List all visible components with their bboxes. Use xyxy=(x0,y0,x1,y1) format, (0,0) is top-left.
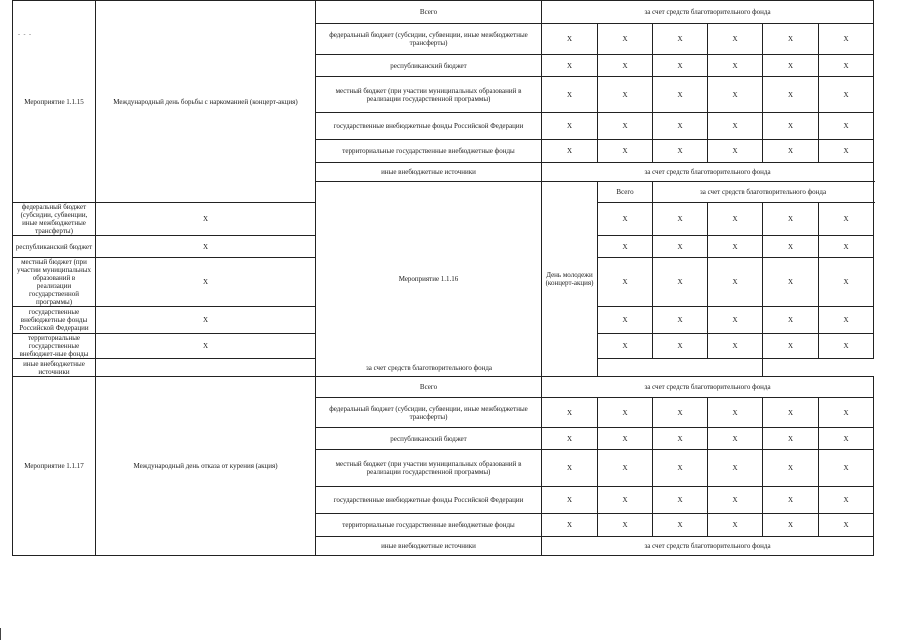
source-local: местный бюджет (при участии муниципальных образований в реализации государственной программы) xyxy=(13,258,96,307)
x-mark: X xyxy=(542,77,598,113)
x-mark: X xyxy=(598,428,653,450)
x-mark: X xyxy=(653,450,708,487)
page-edge-mark xyxy=(0,628,1,640)
x-mark: X xyxy=(542,55,598,77)
x-mark: X xyxy=(598,113,653,140)
x-mark: X xyxy=(653,428,708,450)
source-republic: республиканский бюджет xyxy=(316,428,542,450)
x-mark: X xyxy=(653,113,708,140)
source-federal: федеральный бюджет (субсидии, субвенции, иные межбюджетные трансферты) xyxy=(13,203,96,236)
x-mark: X xyxy=(763,514,819,537)
x-mark: X xyxy=(763,113,819,140)
x-mark: X xyxy=(542,113,598,140)
source-local: местный бюджет (при участии муниципальных образований в реализации государственной программы) xyxy=(316,450,542,487)
x-mark: X xyxy=(708,398,763,428)
x-mark: X xyxy=(819,334,874,359)
x-mark: X xyxy=(96,258,316,307)
x-mark: X xyxy=(598,236,653,258)
source-territorial-funds: территориальные государственные внебюджет-ные фонды xyxy=(13,334,96,359)
x-mark: X xyxy=(819,307,874,334)
charity-note: за счет средств благотворительного фонда xyxy=(542,1,874,24)
x-mark: X xyxy=(763,236,819,258)
source-republic: республиканский бюджет xyxy=(316,55,542,77)
x-mark: X xyxy=(708,258,763,307)
x-mark: X xyxy=(763,334,819,359)
x-mark: X xyxy=(763,77,819,113)
x-mark: X xyxy=(763,55,819,77)
x-mark: X xyxy=(708,450,763,487)
charity-note: за счет средств благотворительного фонда xyxy=(542,163,874,182)
source-federal: федеральный бюджет (субсидии, субвенции, иные межбюджетные трансферты) xyxy=(316,398,542,428)
source-other: иные внебюджетные источники xyxy=(13,359,96,377)
x-mark: X xyxy=(708,55,763,77)
x-mark: X xyxy=(598,203,653,236)
source-state-funds: государственные внебюджетные фонды Российской Федерации xyxy=(13,307,96,334)
x-mark: X xyxy=(598,77,653,113)
x-mark: X xyxy=(763,487,819,514)
x-mark: X xyxy=(653,307,708,334)
x-mark: X xyxy=(598,514,653,537)
event-name-cell: День молодежи (концерт-акция) xyxy=(542,182,598,377)
event-name-cell: Международный день отказа от курения (акция) xyxy=(96,377,316,556)
x-mark: X xyxy=(653,24,708,55)
x-mark: X xyxy=(708,203,763,236)
x-mark: X xyxy=(819,113,874,140)
x-mark: X xyxy=(653,203,708,236)
x-mark: X xyxy=(763,398,819,428)
x-mark: X xyxy=(598,307,653,334)
x-mark: X xyxy=(708,24,763,55)
x-mark: X xyxy=(542,24,598,55)
x-mark: X xyxy=(819,236,874,258)
x-mark: X xyxy=(542,487,598,514)
x-mark: X xyxy=(708,514,763,537)
x-mark: X xyxy=(819,428,874,450)
x-mark: X xyxy=(598,55,653,77)
x-mark: X xyxy=(708,334,763,359)
x-mark: X xyxy=(96,307,316,334)
x-mark: X xyxy=(653,258,708,307)
x-mark: X xyxy=(763,258,819,307)
x-mark: X xyxy=(653,140,708,163)
x-mark: X xyxy=(819,398,874,428)
event-id-cell: Мероприятие 1.1.16 xyxy=(316,182,542,377)
x-mark: X xyxy=(819,140,874,163)
charity-note: за счет средств благотворительного фонда xyxy=(542,377,874,398)
source-territorial-funds: территориальные государственные внебюджетные фонды xyxy=(316,140,542,163)
x-mark: X xyxy=(653,487,708,514)
x-mark: X xyxy=(763,203,819,236)
x-mark: X xyxy=(542,140,598,163)
x-mark: X xyxy=(708,236,763,258)
event-name-cell: Международный день борьбы с наркоманией (концерт-акция) xyxy=(96,1,316,203)
source-other: иные внебюджетные источники xyxy=(316,163,542,182)
source-total: Всего xyxy=(598,182,653,203)
x-mark: X xyxy=(708,140,763,163)
x-mark: X xyxy=(653,398,708,428)
x-mark: X xyxy=(96,334,316,359)
event-id-cell: Мероприятие 1.1.15 xyxy=(13,1,96,203)
source-territorial-funds: территориальные государственные внебюджетные фонды xyxy=(316,514,542,537)
x-mark: X xyxy=(819,514,874,537)
x-mark: X xyxy=(653,77,708,113)
source-state-funds: государственные внебюджетные фонды Российской Федерации xyxy=(316,113,542,140)
charity-note: за счет средств благотворительного фонда xyxy=(653,182,874,203)
x-mark: X xyxy=(96,236,316,258)
charity-note: за счет средств благотворительного фонда xyxy=(542,537,874,556)
x-mark: X xyxy=(598,334,653,359)
x-mark: X xyxy=(819,487,874,514)
source-total: Всего xyxy=(316,1,542,24)
x-mark: X xyxy=(708,487,763,514)
x-mark: X xyxy=(542,450,598,487)
x-mark: X xyxy=(598,24,653,55)
program-events-table xyxy=(12,0,874,556)
x-mark: X xyxy=(653,334,708,359)
x-mark: X xyxy=(708,113,763,140)
x-mark: X xyxy=(819,258,874,307)
x-mark: X xyxy=(708,307,763,334)
source-republic: республиканский бюджет xyxy=(13,236,96,258)
x-mark: X xyxy=(763,428,819,450)
x-mark: X xyxy=(598,258,653,307)
x-mark: X xyxy=(819,203,874,236)
x-mark: X xyxy=(819,450,874,487)
x-mark: X xyxy=(653,236,708,258)
x-mark: X xyxy=(598,398,653,428)
x-mark: X xyxy=(708,77,763,113)
x-mark: X xyxy=(653,55,708,77)
x-mark: X xyxy=(598,487,653,514)
x-mark: X xyxy=(819,55,874,77)
scan-mark: - - - xyxy=(18,32,32,38)
x-mark: X xyxy=(763,24,819,55)
x-mark: X xyxy=(542,398,598,428)
x-mark: X xyxy=(96,203,316,236)
source-local: местный бюджет (при участии муниципальных образований в реализации государственной программы) xyxy=(316,77,542,113)
source-total: Всего xyxy=(316,377,542,398)
x-mark: X xyxy=(763,140,819,163)
source-federal: федеральный бюджет (субсидии, субвенции, иные межбюджетные трансферты) xyxy=(316,24,542,55)
x-mark: X xyxy=(653,514,708,537)
x-mark: X xyxy=(763,450,819,487)
x-mark: X xyxy=(598,140,653,163)
source-other: иные внебюджетные источники xyxy=(316,537,542,556)
x-mark: X xyxy=(542,428,598,450)
source-state-funds: государственные внебюджетные фонды Российской Федерации xyxy=(316,487,542,514)
x-mark: X xyxy=(542,514,598,537)
x-mark: X xyxy=(819,24,874,55)
x-mark: X xyxy=(763,307,819,334)
event-id-cell: Мероприятие 1.1.17 xyxy=(13,377,96,556)
x-mark: X xyxy=(819,77,874,113)
charity-note: за счет средств благотворительного фонда xyxy=(96,359,763,377)
x-mark: X xyxy=(708,428,763,450)
x-mark: X xyxy=(598,450,653,487)
